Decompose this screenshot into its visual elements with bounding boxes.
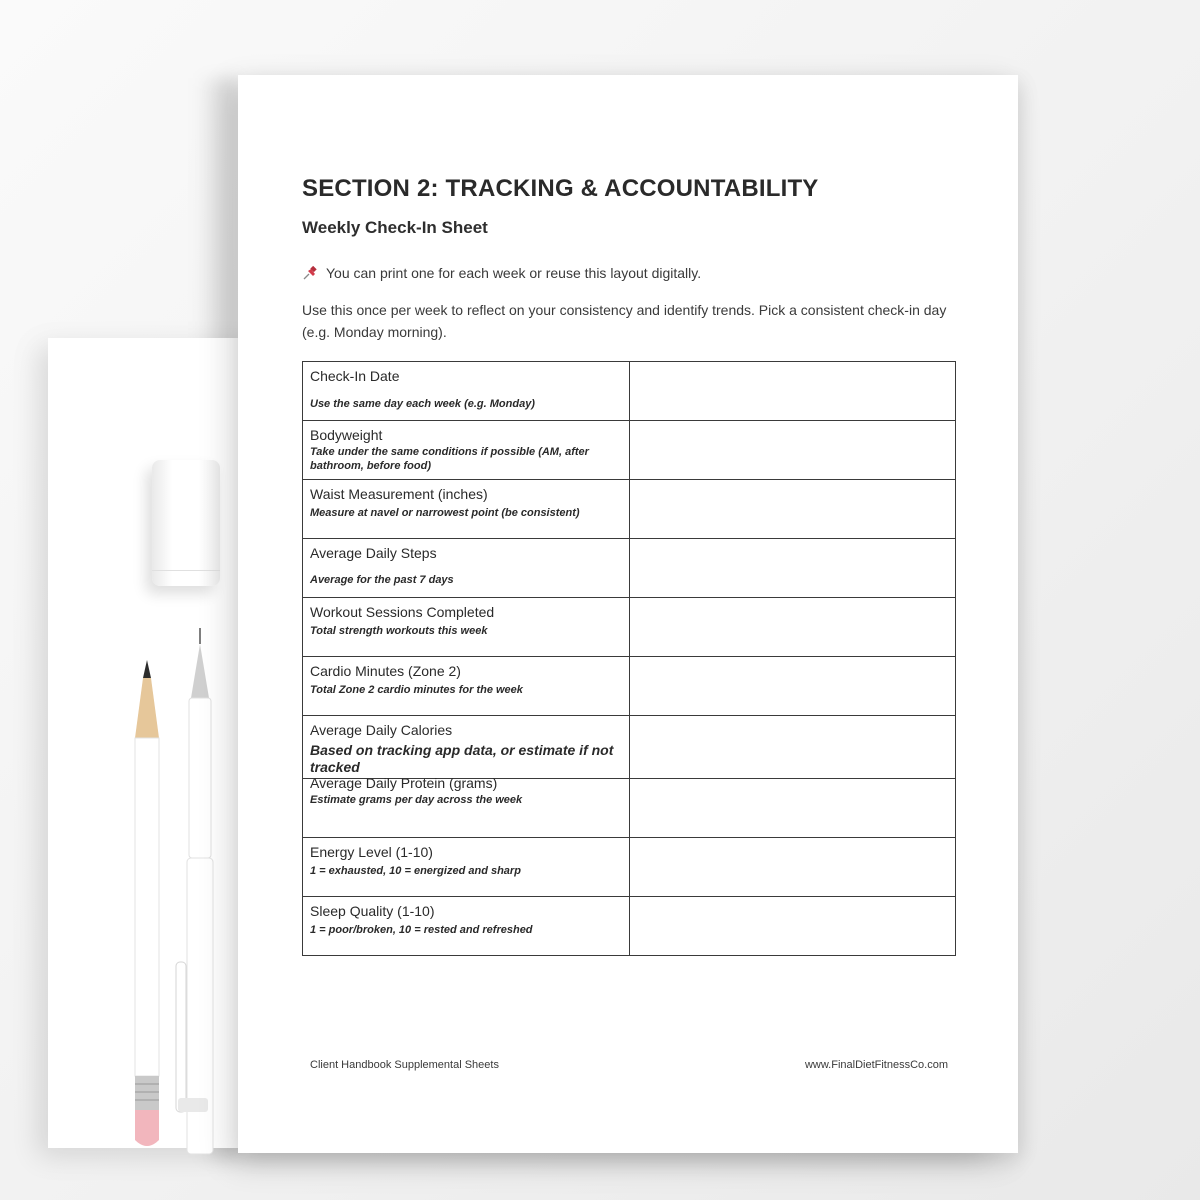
- row-hint: 1 = poor/broken, 10 = rested and refreshed: [310, 924, 533, 936]
- table-row: [303, 598, 956, 657]
- footer-website: www.FinalDietFitnessCo.com: [804, 1059, 948, 1071]
- entry-cell[interactable]: [630, 838, 956, 897]
- row-hint: Estimate grams per day across the week: [310, 794, 523, 806]
- row-hint: Total Zone 2 cardio minutes for the week: [310, 684, 523, 696]
- row-label: Average Daily Protein (grams): [310, 775, 498, 791]
- section-title: SECTION 2: TRACKING & ACCOUNTABILITY: [302, 175, 819, 202]
- row-label: Energy Level (1-10): [310, 844, 433, 860]
- row-hint: Average for the past 7 days: [310, 574, 454, 586]
- mechanical-pencil: [172, 628, 222, 1156]
- table-row: [303, 897, 956, 956]
- entry-cell[interactable]: [630, 897, 956, 956]
- row-hint: Total strength workouts this week: [310, 625, 488, 637]
- row-label: Cardio Minutes (Zone 2): [310, 663, 461, 679]
- pencil: [132, 660, 162, 1160]
- row-hint: Measure at navel or narrowest point (be consistent): [310, 507, 580, 519]
- entry-cell[interactable]: [630, 539, 956, 598]
- row-hint: Based on tracking app data, or estimate if not tracked: [310, 742, 614, 775]
- entry-cell[interactable]: [630, 657, 956, 716]
- intro-paragraph: Use this once per week to reflect on your consistency and identify trends. Pick a consistent check-in day (e.g. Monday morning).: [302, 302, 947, 340]
- check-in-sheet: [238, 75, 1018, 1153]
- table-row: [303, 421, 956, 480]
- pushpin-icon: [302, 266, 318, 280]
- table-row: [303, 539, 956, 598]
- row-hint: Take under the same conditions if possible (AM, after bathroom, before food): [310, 446, 589, 472]
- row-label: Average Daily Calories: [310, 722, 453, 738]
- table-row: [303, 838, 956, 897]
- row-label: Sleep Quality (1-10): [310, 903, 435, 919]
- table-row: [303, 480, 956, 539]
- table-row: [303, 657, 956, 716]
- footer-left: Client Handbook Supplemental Sheets: [310, 1059, 499, 1071]
- sheet-subtitle: Weekly Check-In Sheet: [302, 218, 488, 237]
- print-note: [302, 265, 957, 281]
- entry-cell[interactable]: [630, 480, 956, 539]
- row-label: Workout Sessions Completed: [310, 604, 495, 620]
- check-in-table: [302, 361, 956, 956]
- row-label: Check-In Date: [310, 368, 400, 384]
- row-label: Bodyweight: [310, 427, 383, 443]
- table-row: [303, 716, 956, 779]
- entry-cell[interactable]: [630, 598, 956, 657]
- entry-cell[interactable]: [630, 421, 956, 480]
- print-note-text: You can print one for each week or reuse this layout digitally.: [326, 265, 702, 281]
- table-row: [303, 362, 956, 421]
- entry-cell[interactable]: [630, 779, 956, 838]
- eraser: [152, 460, 220, 586]
- row-hint: Use the same day each week (e.g. Monday): [310, 398, 535, 410]
- entry-cell[interactable]: [630, 716, 956, 779]
- row-hint: 1 = exhausted, 10 = energized and sharp: [310, 865, 521, 877]
- sheet-content: [302, 175, 957, 936]
- table-row: [303, 779, 956, 838]
- row-label: Waist Measurement (inches): [310, 486, 488, 502]
- row-label: Average Daily Steps: [310, 545, 437, 561]
- entry-cell[interactable]: [630, 362, 956, 421]
